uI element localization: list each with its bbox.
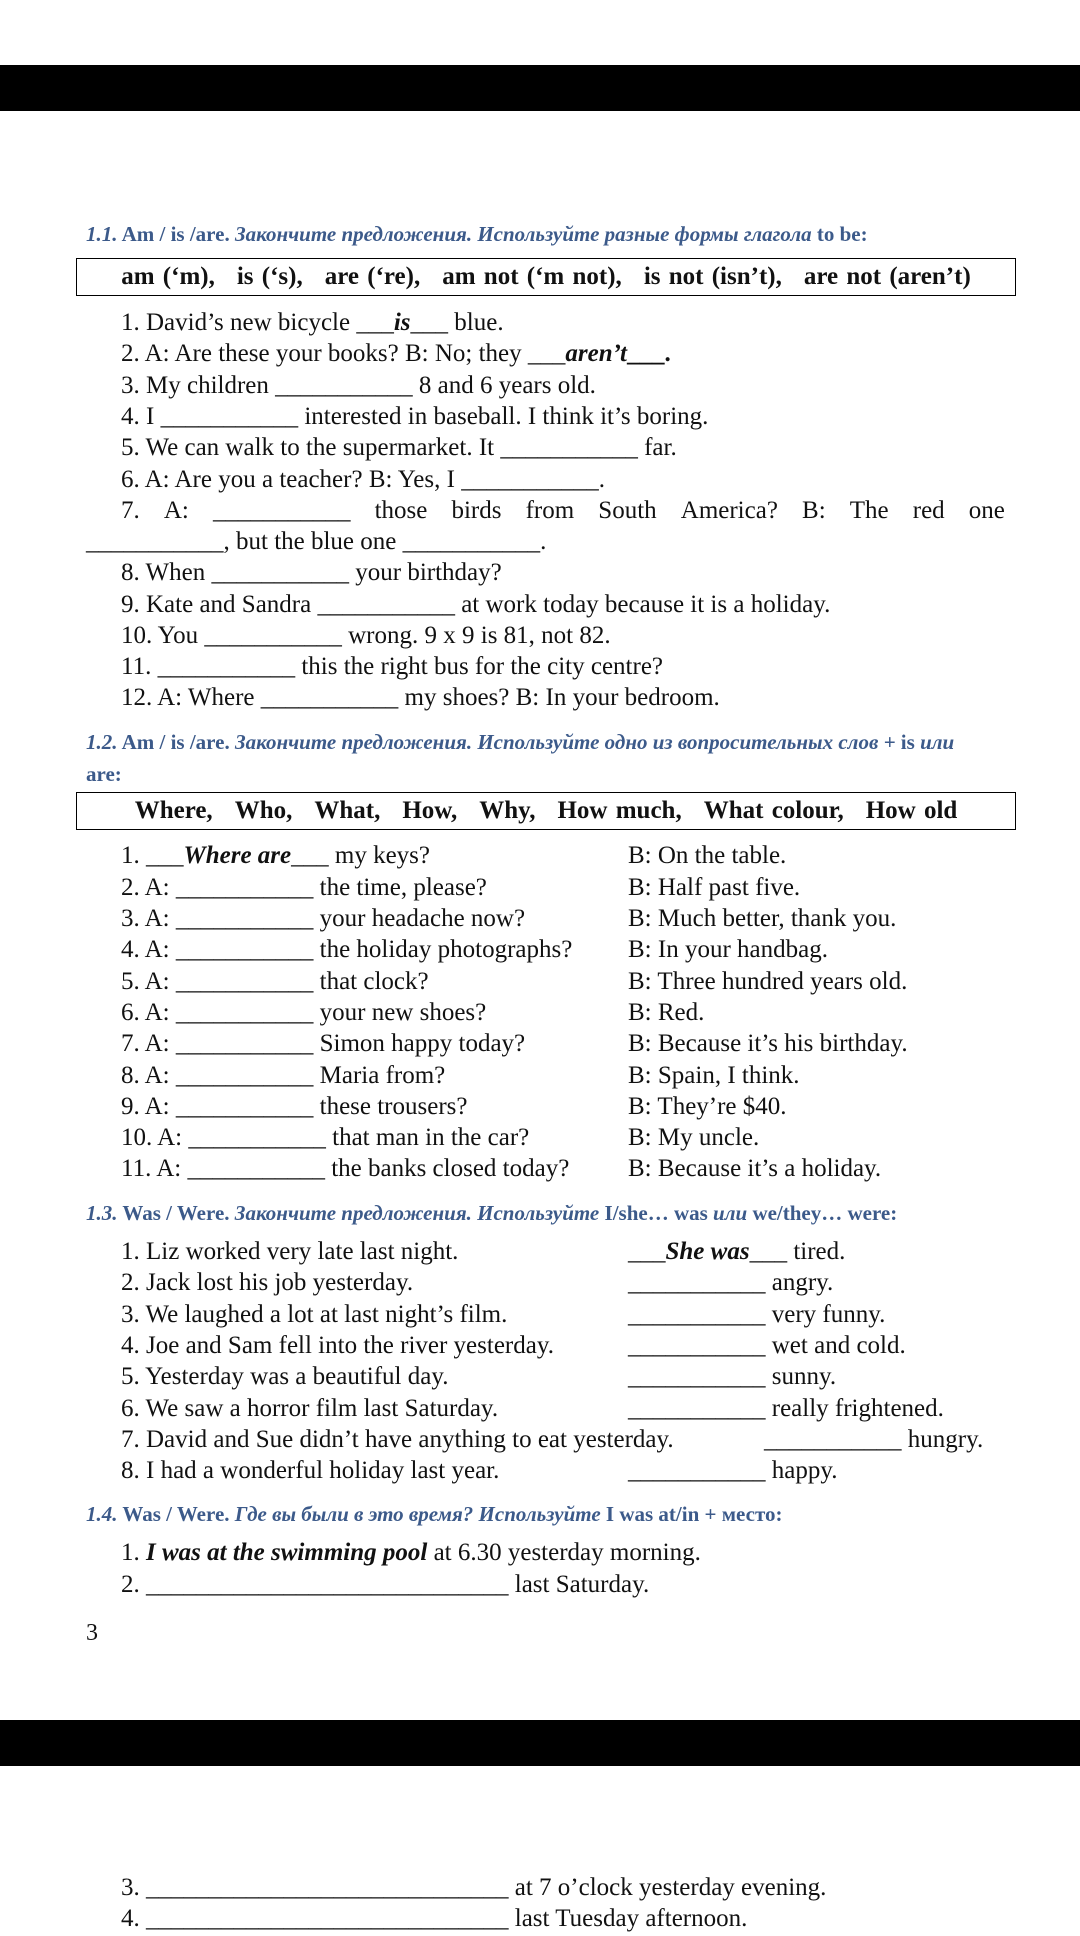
ex1-item-8: 8. When ___________ your birthday? bbox=[121, 559, 502, 586]
ex3-answer-8: ___________ happy. bbox=[628, 1457, 838, 1484]
ex1-item-11: 11. ___________ this the right bus for the city centre? bbox=[121, 653, 664, 680]
ex2-answer-9: B: They’re $40. bbox=[628, 1093, 787, 1120]
ex2-item-4: 4. A: ___________ the holiday photographs? bbox=[121, 936, 573, 963]
ex1-item-12: 12. A: Where ___________ my shoes? B: In your bedroom. bbox=[121, 684, 720, 711]
ex2-item-6: 6. A: ___________ your new shoes? bbox=[121, 999, 487, 1026]
ex2-item-8: 8. A: ___________ Maria from? bbox=[121, 1062, 446, 1089]
question-words-box: Where, Who, What, How, Why, How much, What colour, How old bbox=[76, 792, 1016, 830]
ex2-answer-5: B: Three hundred years old. bbox=[628, 968, 908, 995]
ex2-item-2: 2. A: ___________ the time, please? bbox=[121, 874, 487, 901]
ex2-answer-1: B: On the table. bbox=[628, 842, 787, 869]
ex4-item-2: 2. _____________________________ last Saturday. bbox=[121, 1571, 650, 1598]
ex2-item-3: 3. A: ___________ your headache now? bbox=[121, 905, 526, 932]
ex3-answer-3: ___________ very funny. bbox=[628, 1301, 886, 1328]
ex3-item-3: 3. We laughed a lot at last night’s film. bbox=[121, 1301, 508, 1328]
ex3-item-8: 8. I had a wonderful holiday last year. bbox=[121, 1457, 500, 1484]
bottom-black-bar bbox=[0, 1720, 1080, 1766]
ex4-item-1: 1. I was at the swimming pool at 6.30 yesterday morning. bbox=[121, 1539, 701, 1566]
ex1-item-1: 1. David’s new bicycle ___is___ blue. bbox=[121, 309, 504, 336]
ex3-answer-4: ___________ wet and cold. bbox=[628, 1332, 906, 1359]
exercise-1-4-heading: 1.4. Was / Were. Где вы были в это время? Используйте I was at/in + место: bbox=[86, 1502, 783, 1526]
ex3-answer-2: ___________ angry. bbox=[628, 1269, 834, 1296]
ex3-item-1: 1. Liz worked very late last night. bbox=[121, 1238, 459, 1265]
ex2-item-5: 5. A: ___________ that clock? bbox=[121, 968, 429, 995]
ex1-item-3: 3. My children ___________ 8 and 6 years old. bbox=[121, 372, 596, 399]
ex3-item-4: 4. Joe and Sam fell into the river yesterday. bbox=[121, 1332, 554, 1359]
ex2-answer-3: B: Much better, thank you. bbox=[628, 905, 897, 932]
ex2-answer-10: B: My uncle. bbox=[628, 1124, 760, 1151]
ex1-item-9: 9. Kate and Sandra ___________ at work today because it is a holiday. bbox=[121, 591, 831, 618]
exercise-1-2-heading: 1.2. Am / is /are. Закончите предложения. Используйте одно из вопросительных слов + is или are: bbox=[86, 730, 955, 786]
verb-forms-box: am (‘m), is (‘s), are (‘re), am not (‘m not), is not (isn’t), are not (aren’t) bbox=[76, 258, 1016, 296]
ex2-answer-11: B: Because it’s a holiday. bbox=[628, 1155, 882, 1182]
exercise-1-3-heading: 1.3. Was / Were. Закончите предложения. Используйте I/she… was или we/they… were: bbox=[86, 1201, 898, 1225]
ex3-item-2: 2. Jack lost his job yesterday. bbox=[121, 1269, 414, 1296]
ex2-item-11: 11. A: ___________ the banks closed today? bbox=[121, 1155, 570, 1182]
ex2-answer-2: B: Half past five. bbox=[628, 874, 801, 901]
ex3-answer-6: ___________ really frightened. bbox=[628, 1395, 944, 1422]
ex3-answer-1: ___She was___ tired. bbox=[628, 1238, 846, 1265]
ex3-item-7: 7. David and Sue didn’t have anything to eat yesterday. bbox=[121, 1426, 674, 1453]
ex1-item-6: 6. A: Are you a teacher? B: Yes, I ___________. bbox=[121, 466, 605, 493]
ex4-item-4: 4. _____________________________ last Tuesday afternoon. bbox=[121, 1905, 748, 1932]
ex2-item-9: 9. A: ___________ these trousers? bbox=[121, 1093, 468, 1120]
ex2-answer-7: B: Because it’s his birthday. bbox=[628, 1030, 908, 1057]
exercise-1-1-heading: 1.1. Am / is /are. Закончите предложения. Используйте разные формы глагола to be: bbox=[86, 222, 868, 246]
ex1-item-2: 2. A: Are these your books? B: No; they ___aren’t___. bbox=[121, 340, 671, 367]
ex1-item-7-continued: ___________, but the blue one ___________. bbox=[86, 528, 547, 555]
ex1-item-10: 10. You ___________ wrong. 9 x 9 is 81, not 82. bbox=[121, 622, 611, 649]
top-black-bar bbox=[0, 65, 1080, 111]
ex2-answer-8: B: Spain, I think. bbox=[628, 1062, 800, 1089]
ex2-item-10: 10. A: ___________ that man in the car? bbox=[121, 1124, 530, 1151]
ex2-answer-4: B: In your handbag. bbox=[628, 936, 828, 963]
ex2-answer-6: B: Red. bbox=[628, 999, 705, 1026]
ex1-item-5: 5. We can walk to the supermarket. It ___________ far. bbox=[121, 434, 677, 461]
page-number: 3 bbox=[86, 1620, 98, 1646]
ex3-answer-5: ___________ sunny. bbox=[628, 1363, 837, 1390]
ex1-item-4: 4. I ___________ interested in baseball. I think it’s boring. bbox=[121, 403, 709, 430]
ex3-item-5: 5. Yesterday was a beautiful day. bbox=[121, 1363, 449, 1390]
ex2-item-7: 7. A: ___________ Simon happy today? bbox=[121, 1030, 526, 1057]
ex3-answer-7: ___________ hungry. bbox=[764, 1426, 984, 1453]
ex3-item-6: 6. We saw a horror film last Saturday. bbox=[121, 1395, 499, 1422]
ex4-item-3: 3. _____________________________ at 7 o’clock yesterday evening. bbox=[121, 1874, 827, 1901]
ex2-item-1: 1. ___Where are___ my keys? bbox=[121, 842, 431, 869]
ex1-item-7: 7. A: ___________ those birds from South America? B: The red one bbox=[121, 497, 1005, 524]
